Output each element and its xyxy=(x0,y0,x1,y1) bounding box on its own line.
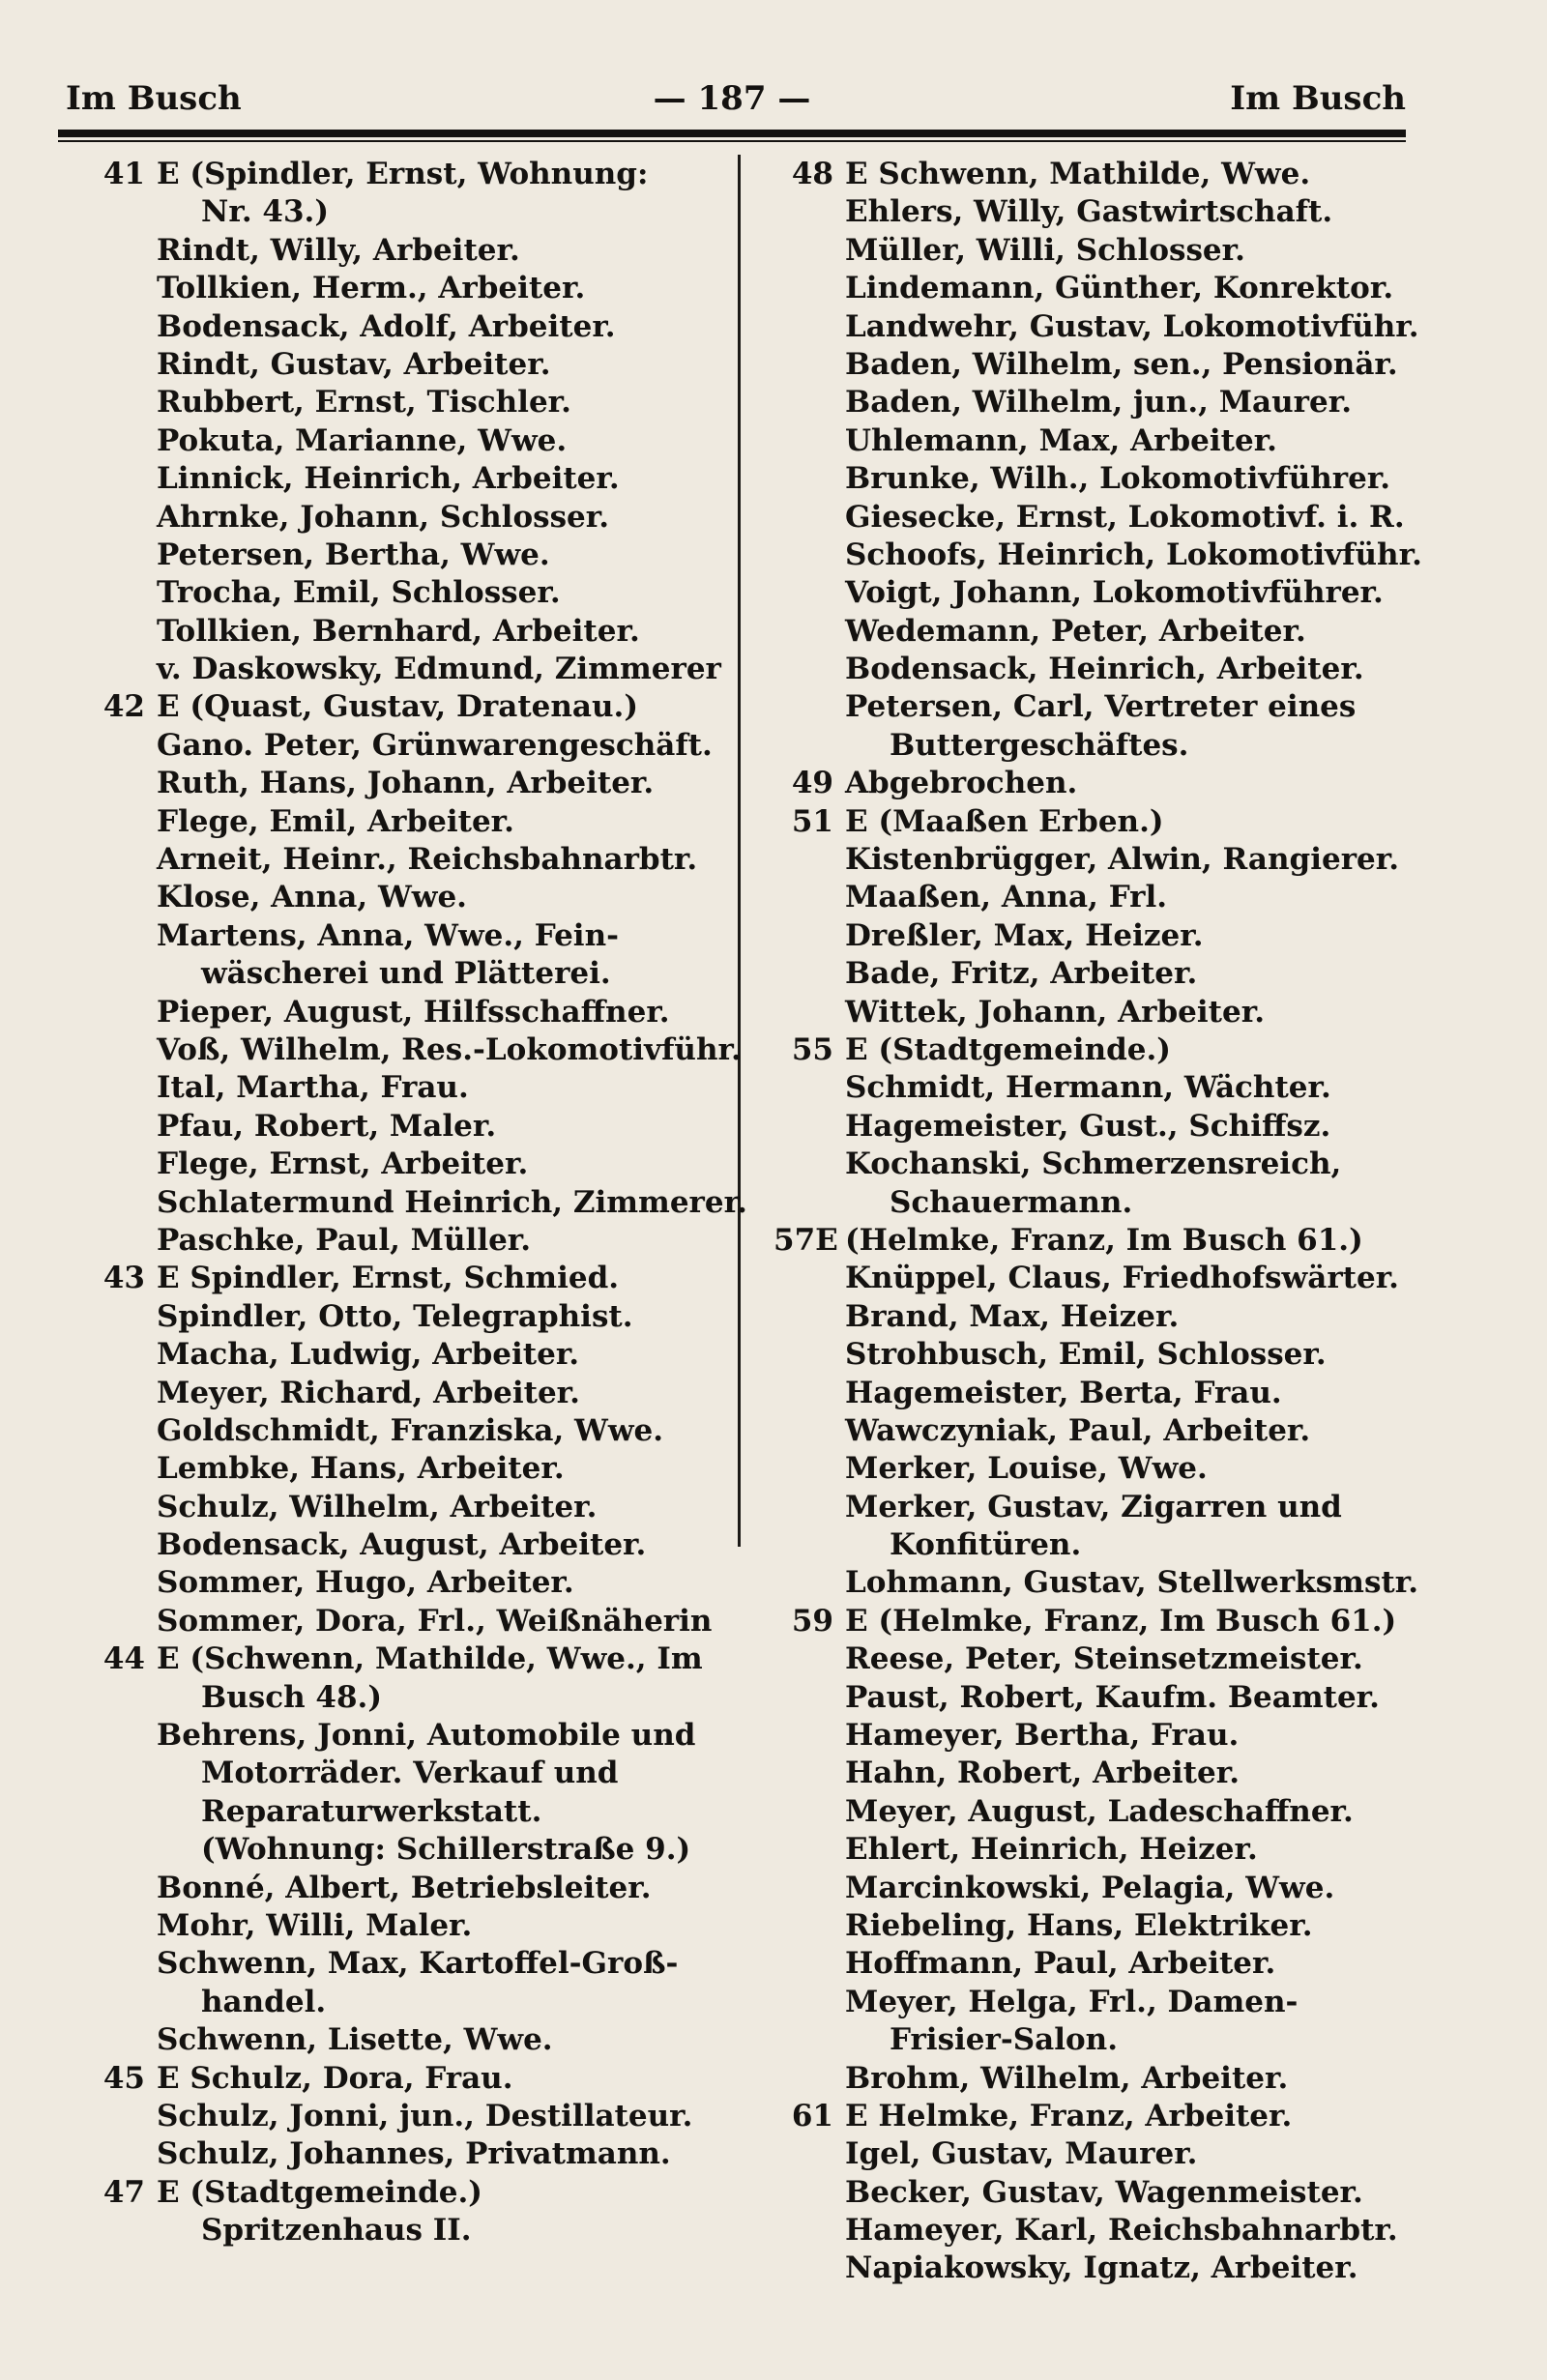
resident-line xyxy=(774,1984,1412,2021)
resident-line xyxy=(85,537,731,574)
entry-text: Uhlemann, Max, Arbeiter. xyxy=(845,422,1277,458)
entry-text: Konfitüren. xyxy=(890,1527,1082,1563)
resident-line xyxy=(774,1450,1412,1488)
resident-line xyxy=(85,1907,731,1945)
entry-text: Reparaturwerkstatt. xyxy=(201,1793,542,1829)
left-column xyxy=(85,156,747,2249)
resident-line xyxy=(85,1679,731,1717)
resident-line xyxy=(85,1564,731,1602)
resident-line xyxy=(774,1069,1412,1107)
house-entry xyxy=(774,803,1412,841)
entry-text: Behrens, Jonni, Automobile und xyxy=(157,1718,696,1754)
entry-text: Macha, Ludwig, Arbeiter. xyxy=(157,1337,580,1373)
resident-line xyxy=(85,1069,731,1107)
resident-line xyxy=(774,1755,1412,1792)
entry-text: Ehlers, Willy, Gastwirtschaft. xyxy=(845,194,1333,230)
entry-text: Rindt, Gustav, Arbeiter. xyxy=(157,346,551,382)
resident-line xyxy=(85,2212,731,2249)
entry-text: Frisier-Salon. xyxy=(890,2022,1118,2058)
entry-text: Meyer, Helga, Frl., Damen- xyxy=(845,1984,1299,2019)
entry-text: Wedemann, Peter, Arbeiter. xyxy=(845,613,1306,649)
resident-line xyxy=(774,270,1412,307)
resident-line xyxy=(774,2212,1412,2249)
entry-text: Ruth, Hans, Johann, Arbeiter. xyxy=(157,766,655,801)
entry-text: Abgebrochen. xyxy=(845,766,1078,801)
entry-text: Riebeling, Hans, Elektriker. xyxy=(845,1907,1313,1943)
house-number: 47 xyxy=(102,2174,145,2210)
entry-text: Ehlert, Heinrich, Heizer. xyxy=(845,1832,1258,1868)
entry-text: Müller, Willi, Schlosser. xyxy=(845,232,1245,268)
entry-text: Rubbert, Ernst, Tischler. xyxy=(157,385,571,421)
house-number: 43 xyxy=(102,1261,145,1296)
entry-text: Busch 48.) xyxy=(201,1679,382,1715)
resident-line xyxy=(774,727,1412,765)
entry-text: Ital, Martha, Frau. xyxy=(157,1070,469,1106)
house-number: 55 xyxy=(791,1031,833,1067)
entry-text: E Spindler, Ernst, Schmied. xyxy=(157,1261,620,1296)
resident-line xyxy=(85,1870,731,1907)
resident-line xyxy=(774,232,1412,270)
house-number: 59 xyxy=(791,1603,833,1639)
resident-line xyxy=(774,499,1412,537)
entry-text: Bodensack, Adolf, Arbeiter. xyxy=(157,308,616,344)
resident-line xyxy=(774,613,1412,651)
entry-text: Meyer, August, Ladeschaffner. xyxy=(845,1793,1354,1829)
resident-line xyxy=(85,1489,731,1526)
resident-line xyxy=(85,651,731,688)
entry-text: Pfau, Robert, Maler. xyxy=(157,1108,497,1144)
resident-line xyxy=(85,1184,747,1222)
entry-text: Petersen, Bertha, Wwe. xyxy=(157,537,550,572)
entry-text: E (Helmke, Franz, Im Busch 61.) xyxy=(845,1603,1397,1639)
entry-text: Bade, Fritz, Arbeiter. xyxy=(845,956,1198,992)
entry-text: Reese, Peter, Steinsetzmeister. xyxy=(845,1641,1363,1677)
resident-line xyxy=(774,917,1412,955)
house-entry xyxy=(85,2174,731,2212)
house-number: 57E xyxy=(774,1222,838,1258)
resident-line xyxy=(85,460,731,498)
resident-line xyxy=(85,384,731,421)
entry-text: Marcinkowski, Pelagia, Wwe. xyxy=(845,1870,1335,1905)
resident-line xyxy=(774,1717,1412,1755)
entry-text: Hagemeister, Gust., Schiffsz. xyxy=(845,1108,1331,1144)
entry-text: Schwenn, Lisette, Wwe. xyxy=(157,2022,553,2058)
entry-text: Landwehr, Gustav, Lokomotivführ. xyxy=(845,308,1419,344)
resident-line xyxy=(774,688,1412,726)
entry-text: Martens, Anna, Wwe., Fein- xyxy=(157,917,619,953)
resident-line xyxy=(774,841,1412,879)
entry-text: Dreßler, Max, Heizer. xyxy=(845,917,1204,953)
house-number: 51 xyxy=(791,803,833,839)
entry-text: E (Stadtgemeinde.) xyxy=(157,2174,482,2210)
entry-text: Bonné, Albert, Betriebsleiter. xyxy=(157,1870,652,1905)
entry-text: Sommer, Hugo, Arbeiter. xyxy=(157,1565,574,1601)
page-header xyxy=(58,79,1406,124)
resident-line xyxy=(774,1564,1419,1602)
entry-text: Pokuta, Marianne, Wwe. xyxy=(157,422,568,458)
resident-line xyxy=(774,1412,1412,1450)
resident-line xyxy=(85,917,731,955)
entry-text: (Wohnung: Schillerstraße 9.) xyxy=(201,1832,691,1868)
entry-text: Lohmann, Gustav, Stellwerksmstr. xyxy=(845,1565,1419,1601)
entry-text: (Helmke, Franz, Im Busch 61.) xyxy=(845,1222,1363,1258)
entry-text: E Schulz, Dora, Frau. xyxy=(157,2060,513,2096)
running-head-left: Im Busch xyxy=(66,79,242,118)
entry-text: Flege, Emil, Arbeiter. xyxy=(157,803,514,839)
house-entry xyxy=(85,2060,731,2098)
house-number: 41 xyxy=(102,157,145,191)
house-entry xyxy=(774,1603,1412,1640)
resident-line xyxy=(774,2174,1412,2212)
entry-text: E Helmke, Franz, Arbeiter. xyxy=(845,2098,1293,2133)
resident-line xyxy=(85,270,731,307)
entry-text: Voß, Wilhelm, Res.-Lokomotivführ. xyxy=(157,1031,742,1067)
house-number: 61 xyxy=(791,2098,833,2133)
entry-text: E (Spindler, Ernst, Wohnung: xyxy=(157,157,649,191)
entry-text: Bodensack, August, Arbeiter. xyxy=(157,1527,647,1563)
resident-line xyxy=(774,1831,1412,1869)
entry-text: Giesecke, Ernst, Lokomotivf. i. R. xyxy=(845,499,1405,535)
resident-line xyxy=(85,1526,731,1564)
resident-line xyxy=(85,879,731,916)
resident-line xyxy=(774,2135,1412,2173)
entry-text: Brunke, Wilh., Lokomotivführer. xyxy=(845,461,1391,497)
resident-line xyxy=(774,193,1412,231)
entry-text: Schulz, Johannes, Privatmann. xyxy=(157,2136,671,2172)
entry-text: Hoffmann, Paul, Arbeiter. xyxy=(845,1946,1276,1982)
entry-text: Strohbusch, Emil, Schlosser. xyxy=(845,1337,1327,1373)
resident-line xyxy=(85,1945,731,1983)
resident-line xyxy=(85,765,731,802)
resident-line xyxy=(85,1755,731,1792)
house-entry xyxy=(774,156,1412,193)
house-number: 42 xyxy=(102,689,145,725)
running-head-right: Im Busch xyxy=(1230,79,1406,118)
entry-text: Gano. Peter, Grünwarengeschäft. xyxy=(157,727,713,763)
resident-line xyxy=(85,1336,731,1374)
entry-text: Schmidt, Hermann, Wächter. xyxy=(845,1070,1331,1106)
resident-line xyxy=(774,879,1412,916)
resident-line xyxy=(774,1793,1412,1831)
resident-line xyxy=(774,1679,1412,1717)
resident-line xyxy=(85,346,731,384)
resident-line xyxy=(85,1412,731,1450)
house-number: 44 xyxy=(102,1641,145,1677)
resident-line xyxy=(85,1831,731,1869)
entry-text: Schoofs, Heinrich, Lokomotivführ. xyxy=(845,537,1422,572)
resident-line xyxy=(774,1907,1412,1945)
entry-text: Pieper, August, Hilfsschaffner. xyxy=(157,994,670,1030)
resident-line xyxy=(85,499,731,537)
house-entry xyxy=(774,1031,1412,1069)
entry-text: Brohm, Wilhelm, Arbeiter. xyxy=(845,2060,1289,2096)
resident-line xyxy=(774,574,1412,612)
column-divider xyxy=(738,155,741,1547)
resident-line xyxy=(774,1260,1412,1297)
entry-text: Lindemann, Günther, Konrektor. xyxy=(845,271,1394,306)
resident-line xyxy=(85,232,731,270)
entry-text: Klose, Anna, Wwe. xyxy=(157,880,467,915)
resident-line xyxy=(774,1526,1412,1564)
resident-line xyxy=(85,2021,731,2059)
entry-text: Schulz, Wilhelm, Arbeiter. xyxy=(157,1489,598,1524)
entry-text: E (Quast, Gustav, Dratenau.) xyxy=(157,689,638,725)
entry-text: Arneit, Heinr., Reichsbahnarbtr. xyxy=(157,842,698,878)
entry-text: Maaßen, Anna, Frl. xyxy=(845,880,1168,915)
entry-text: E Schwenn, Mathilde, Wwe. xyxy=(845,157,1311,191)
resident-line xyxy=(85,1031,742,1069)
resident-line xyxy=(85,2098,731,2135)
entry-text: Kistenbrügger, Alwin, Rangierer. xyxy=(845,842,1400,878)
resident-line xyxy=(85,1450,731,1488)
resident-line xyxy=(774,1336,1412,1374)
entry-text: Sommer, Dora, Frl., Weißnäherin xyxy=(157,1603,713,1639)
resident-line xyxy=(774,2021,1412,2059)
entry-text: Ahrnke, Johann, Schlosser. xyxy=(157,499,610,535)
entry-text: v. Daskowsky, Edmund, Zimmerer xyxy=(157,652,721,687)
entry-text: E (Schwenn, Mathilde, Wwe., Im xyxy=(157,1641,703,1677)
house-entry xyxy=(85,1640,731,1678)
entry-text: Trocha, Emil, Schlosser. xyxy=(157,575,561,611)
entry-text: Mohr, Willi, Maler. xyxy=(157,1907,473,1943)
resident-line xyxy=(85,1146,731,1183)
resident-line xyxy=(774,651,1412,688)
entry-text: Paschke, Paul, Müller. xyxy=(157,1222,532,1258)
resident-line xyxy=(85,574,731,612)
resident-line xyxy=(774,384,1412,421)
resident-line xyxy=(774,955,1412,993)
resident-line xyxy=(774,1375,1412,1412)
entry-text: wäscherei und Plätterei. xyxy=(201,956,611,992)
entry-text: Tollkien, Herm., Arbeiter. xyxy=(157,271,586,306)
entry-text: Hameyer, Bertha, Frau. xyxy=(845,1718,1240,1754)
entry-text: Lembke, Hans, Arbeiter. xyxy=(157,1451,565,1487)
entry-text: Linnick, Heinrich, Arbeiter. xyxy=(157,461,620,497)
resident-line xyxy=(85,1717,731,1755)
entry-text: Merker, Louise, Wwe. xyxy=(845,1451,1208,1487)
resident-line xyxy=(85,994,731,1031)
entry-text: Brand, Max, Heizer. xyxy=(845,1298,1180,1334)
resident-line xyxy=(774,1146,1412,1183)
header-rule-thick xyxy=(58,130,1406,137)
entry-text: Motorräder. Verkauf und xyxy=(201,1756,619,1791)
resident-line xyxy=(774,1945,1412,1983)
resident-line xyxy=(85,1984,731,2021)
resident-line xyxy=(85,727,731,765)
resident-line xyxy=(774,2060,1412,2098)
page-number: — 187 — xyxy=(653,79,811,118)
resident-line xyxy=(85,803,731,841)
resident-line xyxy=(774,422,1412,460)
entry-text: Hagemeister, Berta, Frau. xyxy=(845,1375,1282,1410)
resident-line xyxy=(85,841,731,879)
resident-line xyxy=(85,1108,731,1146)
entry-text: Baden, Wilhelm, sen., Pensionär. xyxy=(845,346,1398,382)
entry-text: Voigt, Johann, Lokomotivführer. xyxy=(845,575,1384,611)
entry-text: Hameyer, Karl, Reichsbahnarbtr. xyxy=(845,2213,1398,2249)
entry-text: E (Stadtgemeinde.) xyxy=(845,1031,1171,1067)
resident-line xyxy=(85,308,731,346)
resident-line xyxy=(85,422,731,460)
resident-line xyxy=(774,308,1419,346)
house-number: 45 xyxy=(102,2060,145,2096)
resident-line xyxy=(85,2135,731,2173)
resident-line xyxy=(774,994,1412,1031)
entry-text: Schauermann. xyxy=(890,1184,1133,1220)
resident-line xyxy=(774,1489,1412,1526)
resident-line xyxy=(85,193,731,231)
entry-text: Schulz, Jonni, jun., Destillateur. xyxy=(157,2098,693,2133)
resident-line xyxy=(85,613,731,651)
resident-line xyxy=(774,537,1422,574)
header-rule-thin xyxy=(58,140,1406,142)
entry-text: Spindler, Otto, Telegraphist. xyxy=(157,1298,633,1334)
resident-line xyxy=(85,1375,731,1412)
entry-text: Wittek, Johann, Arbeiter. xyxy=(845,994,1265,1030)
entry-text: Bodensack, Heinrich, Arbeiter. xyxy=(845,652,1364,687)
entry-text: Becker, Gustav, Wagenmeister. xyxy=(845,2174,1363,2210)
resident-line xyxy=(774,346,1412,384)
entry-text: Flege, Ernst, Arbeiter. xyxy=(157,1146,529,1182)
resident-line xyxy=(85,1298,731,1336)
entry-text: Schlatermund Heinrich, Zimmerer. xyxy=(157,1184,747,1220)
entry-text: Baden, Wilhelm, jun., Maurer. xyxy=(845,385,1353,421)
resident-line xyxy=(774,1184,1412,1222)
house-entry xyxy=(85,156,731,193)
entry-text: Rindt, Willy, Arbeiter. xyxy=(157,232,520,268)
entry-text: Napiakowsky, Ignatz, Arbeiter. xyxy=(845,2250,1358,2286)
entry-text: Hahn, Robert, Arbeiter. xyxy=(845,1756,1240,1791)
house-entry xyxy=(85,688,731,726)
resident-line xyxy=(774,1108,1412,1146)
entry-text: Knüppel, Claus, Friedhofswärter. xyxy=(845,1261,1399,1296)
resident-line xyxy=(774,1870,1412,1907)
entry-text: Meyer, Richard, Arbeiter. xyxy=(157,1375,580,1410)
entry-text: Paust, Robert, Kaufm. Beamter. xyxy=(845,1679,1380,1715)
resident-line xyxy=(774,2249,1412,2287)
entry-text: Buttergeschäftes. xyxy=(890,727,1189,763)
resident-line xyxy=(774,1640,1412,1678)
house-entry xyxy=(774,765,1412,802)
entry-text: Wawczyniak, Paul, Arbeiter. xyxy=(845,1412,1311,1448)
house-number: 49 xyxy=(791,766,833,801)
entry-text: Kochanski, Schmerzensreich, xyxy=(845,1146,1342,1182)
house-number: 48 xyxy=(791,157,833,191)
entry-text: handel. xyxy=(201,1984,327,2019)
entry-text: Goldschmidt, Franziska, Wwe. xyxy=(157,1412,664,1448)
entry-text: Merker, Gustav, Zigarren und xyxy=(845,1489,1342,1524)
resident-line xyxy=(85,1603,731,1640)
entry-text: Tollkien, Bernhard, Arbeiter. xyxy=(157,613,640,649)
house-entry xyxy=(774,2098,1412,2135)
house-entry xyxy=(774,1222,1412,1260)
house-entry xyxy=(85,1260,731,1297)
entry-text: Igel, Gustav, Maurer. xyxy=(845,2136,1198,2172)
entry-text: Spritzenhaus II. xyxy=(201,2213,472,2249)
resident-line xyxy=(85,1222,731,1260)
resident-line xyxy=(85,955,731,993)
right-column xyxy=(774,156,1422,2288)
entry-text: Nr. 43.) xyxy=(201,194,330,230)
resident-line xyxy=(774,1298,1412,1336)
entry-text: Petersen, Carl, Vertreter eines xyxy=(845,689,1357,725)
resident-line xyxy=(85,1793,731,1831)
resident-line xyxy=(774,460,1412,498)
entry-text: Schwenn, Max, Kartoffel-Groß- xyxy=(157,1946,679,1982)
entry-text: E (Maaßen Erben.) xyxy=(845,803,1164,839)
